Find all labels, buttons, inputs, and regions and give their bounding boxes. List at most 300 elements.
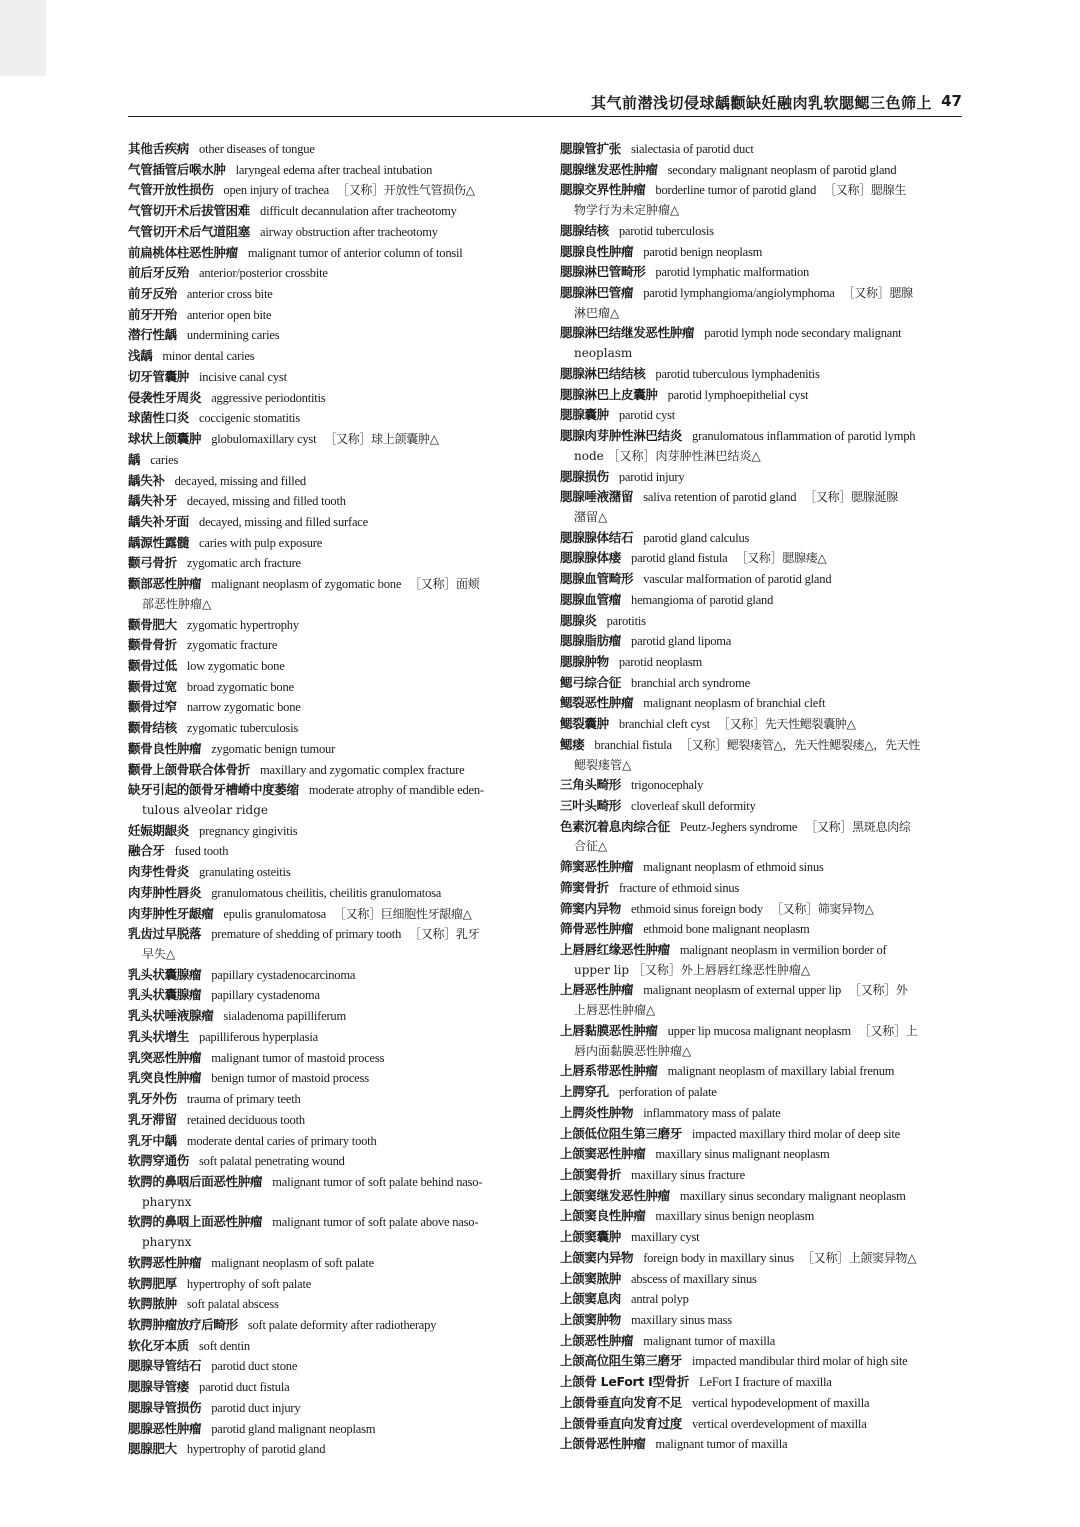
entry-english: malignant neoplasm in vermilion border of	[679, 943, 887, 958]
entry-english: maxillary sinus malignant neoplasm	[655, 1147, 830, 1162]
glossary-entry	[560, 817, 964, 838]
entry-english: maxillary cyst	[631, 1230, 700, 1245]
entry-english: parotitis	[606, 613, 646, 628]
entry-term: 上颌骨 LeFort Ⅰ型骨折	[560, 1374, 690, 1390]
glossary-entry	[128, 1089, 534, 1110]
entry-continuation: 潴留△	[574, 509, 608, 524]
entry-english: minor dental caries	[162, 349, 255, 364]
glossary-entry	[128, 718, 534, 739]
entry-english: malignant neoplasm of ethmoid sinus	[643, 860, 824, 875]
entry-term: 乳牙外伤	[128, 1091, 177, 1107]
glossary-entry	[560, 364, 964, 385]
entry-english: open injury of trachea	[223, 183, 330, 198]
entry-english: parotid neoplasm	[618, 654, 703, 669]
entry-term: 腮腺恶性肿瘤	[128, 1420, 202, 1436]
entry-english: benign tumor of mastoid process	[211, 1071, 369, 1086]
entry-term: 腮腺继发恶性肿瘤	[560, 161, 658, 177]
glossary-entry	[128, 1419, 534, 1440]
entry-term: 乳突恶性肿瘤	[128, 1049, 202, 1065]
entry-english: branchial fistula	[594, 737, 672, 752]
glossary-entry	[128, 1253, 534, 1274]
entry-term: 鳃裂恶性肿瘤	[560, 695, 634, 711]
glossary-entry	[128, 471, 534, 492]
entry-english: parotid lymphatic malformation	[655, 265, 810, 280]
entry-english: upper lip mucosa malignant neoplasm	[667, 1023, 851, 1038]
entry-english: sialectasia of parotid duct	[631, 142, 754, 156]
entry-alias: ［又称］外	[849, 983, 908, 998]
page-number: 47	[941, 92, 962, 110]
entry-alias: ［又称］上	[858, 1023, 918, 1038]
entry-term: 乳头状囊腺瘤	[128, 966, 202, 982]
entry-term: 颧骨过窄	[128, 699, 177, 715]
entry-english: malignant neoplasm of soft palate	[211, 1255, 375, 1270]
entry-english: narrow zygomatic bone	[186, 700, 301, 715]
entry-english: pregnancy gingivitis	[199, 823, 298, 838]
entry-alias: ［又称］巨细胞性牙龈瘤△	[333, 906, 472, 921]
entry-english: ethmoid bone malignant neoplasm	[643, 922, 810, 937]
entry-term: 浅龋	[128, 348, 153, 364]
entry-term: 上唇唇红缘恶性肿瘤	[560, 942, 670, 958]
entry-english: zygomatic benign tumour	[211, 741, 336, 756]
glossary-entry	[128, 1274, 534, 1295]
entry-term: 腮腺淋巴结继发恶性肿瘤	[560, 325, 695, 341]
entry-english: antral polyp	[631, 1292, 689, 1307]
entry-english: maxillary sinus mass	[631, 1312, 732, 1327]
glossary-entry	[560, 775, 964, 796]
entry-english: parotid tuberculosis	[618, 223, 714, 238]
glossary-entry	[560, 1124, 964, 1145]
entry-term: 乳齿过早脱落	[128, 926, 202, 942]
entry-term: 肉芽肿性牙龈瘤	[128, 905, 214, 921]
glossary-entry	[128, 491, 534, 512]
entry-english: parotid gland malignant neoplasm	[211, 1421, 376, 1436]
glossary-entry	[128, 677, 534, 698]
glossary-entry	[128, 263, 534, 284]
glossary-entry	[128, 697, 534, 718]
glossary-entry	[128, 429, 534, 450]
glossary-entry	[560, 631, 964, 652]
entry-english: secondary malignant neoplasm of parotid gland	[667, 162, 897, 177]
entry-term: 软腭的鼻咽上面恶性肿瘤	[128, 1214, 263, 1230]
glossary-entry	[128, 1110, 534, 1131]
entry-continuation: 物学行为未定肿瘤△	[574, 203, 680, 218]
glossary-entry	[560, 1310, 964, 1331]
entry-term: 前牙反殆	[128, 286, 177, 302]
entry-english: malignant neoplasm of zygomatic bone	[211, 577, 402, 592]
entry-english: epulis granulomatosa	[223, 906, 326, 921]
entry-term: 软化牙本质	[128, 1337, 190, 1353]
entry-term: 前后牙反殆	[128, 265, 190, 281]
entry-term: 上颌恶性肿瘤	[560, 1332, 634, 1348]
entry-term: 腮腺导管瘘	[128, 1379, 190, 1395]
glossary-entry	[560, 857, 964, 878]
entry-english: parotid duct stone	[211, 1359, 298, 1374]
glossary-entry	[560, 1289, 964, 1310]
glossary-entry	[560, 1331, 964, 1352]
glossary-entry	[128, 222, 534, 243]
entry-english: impacted mandibular third molar of high site	[692, 1354, 908, 1369]
glossary-entry	[560, 1393, 964, 1414]
entry-term: 龋	[128, 451, 141, 467]
entry-term: 上颌窦恶性肿瘤	[560, 1146, 646, 1162]
entry-term: 上唇系带恶性肿瘤	[560, 1063, 658, 1079]
entry-english: airway obstruction after tracheotomy	[260, 224, 438, 239]
glossary-entry	[560, 160, 964, 181]
entry-term: 气管开放性损伤	[128, 182, 214, 198]
glossary-entry	[128, 780, 534, 801]
entry-term: 颧部恶性肿瘤	[128, 576, 202, 592]
entry-english: premature of shedding of primary tooth	[211, 927, 402, 942]
entry-term: 软腭的鼻咽后面恶性肿瘤	[128, 1173, 263, 1189]
entry-alias: ［又称］先天性鳃裂囊肿△	[717, 717, 856, 732]
entry-term: 乳牙滞留	[128, 1111, 177, 1127]
entry-english: branchial cleft cyst	[618, 717, 710, 732]
entry-english: parotid gland calculus	[643, 530, 750, 545]
glossary-entry	[560, 919, 964, 940]
entry-english: anterior open bite	[186, 307, 272, 322]
glossary-entry	[560, 1227, 964, 1248]
entry-english: moderate atrophy of mandible eden-	[308, 783, 484, 798]
glossary-entry	[560, 735, 964, 756]
entry-english: papilliferous hyperplasia	[199, 1029, 318, 1044]
entry-term: 气管切开术后拔管困难	[128, 203, 251, 219]
glossary-entry	[128, 1006, 534, 1027]
entry-term: 颧骨过宽	[128, 678, 177, 694]
entry-term: 上颌窦继发恶性肿瘤	[560, 1187, 670, 1203]
entry-term: 腮腺导管结石	[128, 1358, 202, 1374]
entry-english: parotid injury	[618, 469, 685, 484]
glossary-entry	[560, 693, 964, 714]
entry-english: coccigenic stomatitis	[199, 411, 300, 426]
entry-term: 侵袭性牙周炎	[128, 389, 202, 405]
entry-term: 上颌骨垂直向发育过度	[560, 1415, 683, 1431]
entry-english: trauma of primary teeth	[186, 1092, 301, 1107]
glossary-entry	[128, 160, 534, 181]
glossary-entry	[560, 1372, 964, 1393]
entry-english: maxillary and zygomatic complex fracture	[260, 762, 465, 777]
entry-english: soft palatal abscess	[186, 1297, 279, 1312]
entry-english: cloverleaf skull deformity	[631, 799, 756, 813]
entry-term: 上颌窦内异物	[560, 1249, 634, 1265]
entry-term: 颧骨上颌骨联合体骨折	[128, 761, 251, 777]
glossary-entry	[128, 450, 534, 471]
right-column	[560, 139, 964, 1455]
glossary-entry	[128, 512, 534, 533]
entry-english: zygomatic arch fracture	[186, 556, 301, 571]
entry-term: 乳头状唾液腺瘤	[128, 1008, 214, 1024]
entry-continuation: 上唇恶性肿瘤△	[574, 1003, 656, 1018]
glossary-entry	[128, 1336, 534, 1357]
entry-continuation: upper lip ［又称］外上唇唇红缘恶性肿瘤△	[574, 962, 811, 977]
entry-term: 筛骨恶性肿瘤	[560, 921, 634, 937]
entry-english: inflammatory mass of palate	[643, 1105, 781, 1120]
entry-english: trigonocephaly	[631, 778, 704, 793]
entry-continuation: 鳃裂瘘管△	[574, 757, 632, 772]
glossary-entry	[128, 760, 534, 781]
glossary-entry	[128, 656, 534, 677]
entry-term: 上颌骨恶性肿瘤	[560, 1436, 646, 1452]
entry-term: 上颌窦脓肿	[560, 1270, 622, 1286]
glossary-entry	[128, 201, 534, 222]
entry-english: parotid duct injury	[211, 1400, 301, 1415]
entry-term: 缺牙引起的颌骨牙槽嵴中度萎缩	[128, 782, 299, 798]
glossary-entry	[128, 346, 534, 367]
entry-term: 腮腺唾液潴留	[560, 489, 634, 505]
glossary-entry	[128, 739, 534, 760]
entry-english: papillary cystadenoma	[211, 988, 320, 1003]
glossary-entry	[560, 487, 964, 508]
entry-alias: ［又称］面颊	[409, 577, 480, 592]
entry-term: 软腭恶性肿瘤	[128, 1254, 202, 1270]
glossary-entry	[560, 221, 964, 242]
entry-term: 筛窦骨折	[560, 879, 609, 895]
glossary-entry	[560, 467, 964, 488]
glossary-entry	[560, 1103, 964, 1124]
entry-alias: ［又称］腮腺涎腺	[804, 490, 898, 505]
entry-english: granulating osteitis	[199, 865, 291, 880]
entry-english: hypertrophy of parotid gland	[186, 1442, 326, 1457]
entry-english: hypertrophy of soft palate	[186, 1276, 312, 1291]
entry-term: 切牙管囊肿	[128, 368, 190, 384]
entry-term: 颧骨良性肿瘤	[128, 740, 202, 756]
entry-term: 腮腺腺体瘘	[560, 550, 622, 566]
entry-alias: ［又称］黑斑息肉综	[805, 819, 911, 834]
entry-continuation: 部恶性肿瘤△	[142, 596, 212, 611]
entry-english: low zygomatic bone	[186, 658, 285, 673]
entry-english: papillary cystadenocarcinoma	[211, 967, 356, 982]
glossary-entry	[128, 1068, 534, 1089]
entry-english: hemangioma of parotid gland	[631, 592, 774, 607]
glossary-entry	[128, 615, 534, 636]
glossary-entry	[560, 1082, 964, 1103]
glossary-entry	[128, 325, 534, 346]
entry-term: 其他舌疾病	[128, 141, 190, 156]
entry-english: broad zygomatic bone	[186, 679, 294, 694]
entry-term: 筛窦恶性肿瘤	[560, 859, 634, 875]
glossary-entry	[128, 139, 534, 160]
entry-english: anterior cross bite	[186, 287, 273, 302]
entry-english: malignant tumor of mastoid process	[211, 1050, 385, 1065]
entry-term: 龋失补牙面	[128, 513, 190, 529]
glossary-entry	[560, 385, 964, 406]
entry-english: LeFort Ⅰ fracture of maxilla	[699, 1375, 832, 1390]
glossary-entry	[560, 611, 964, 632]
entry-term: 鳃瘘	[560, 736, 585, 752]
entry-english: retained deciduous tooth	[186, 1112, 305, 1127]
glossary-entry	[560, 548, 964, 569]
glossary-entry	[128, 924, 534, 945]
glossary-entry	[560, 652, 964, 673]
glossary-entry	[560, 980, 964, 1001]
entry-term: 龋源性露髓	[128, 534, 190, 550]
entry-english: anterior/posterior crossbite	[199, 266, 328, 281]
glossary-entry	[560, 899, 964, 920]
entry-english: fused tooth	[174, 844, 229, 859]
entry-term: 肉芽性骨炎	[128, 864, 190, 880]
entry-english: ethmoid sinus foreign body	[631, 901, 763, 916]
entry-term: 上颌窦骨折	[560, 1166, 622, 1182]
entry-english: decayed, missing and filled surface	[199, 514, 368, 529]
glossary-entry	[560, 405, 964, 426]
entry-alias: ［又称］开放性气管损伤△	[337, 183, 475, 198]
entry-term: 腮腺腺体结石	[560, 529, 634, 545]
entry-term: 前牙开殆	[128, 306, 177, 322]
entry-term: 上唇恶性肿瘤	[560, 982, 634, 998]
entry-english: decayed, missing and filled	[174, 473, 306, 488]
entry-english: foreign body in maxillary sinus	[643, 1250, 794, 1265]
glossary-entry	[128, 904, 534, 925]
glossary-entry	[128, 388, 534, 409]
entry-term: 球状上颌囊肿	[128, 431, 202, 447]
entry-term: 三角头畸形	[560, 777, 622, 793]
entry-english: granulomatous inflammation of parotid lymph	[692, 429, 916, 444]
entry-term: 筛窦内异物	[560, 900, 622, 916]
glossary-entry	[128, 1212, 534, 1233]
entry-term: 球菌性口炎	[128, 410, 190, 426]
entry-term: 鳃弓综合征	[560, 674, 622, 690]
entry-english: incisive canal cyst	[199, 369, 287, 384]
entry-english: parotid benign neoplasm	[643, 244, 763, 259]
entry-term: 气管插管后喉水肿	[128, 161, 226, 177]
entry-english: soft palatal penetrating wound	[199, 1154, 345, 1169]
entry-term: 前扁桃体柱恶性肿瘤	[128, 244, 238, 260]
entry-term: 腮腺淋巴上皮囊肿	[560, 386, 658, 402]
entry-english: vascular malformation of parotid gland	[643, 572, 832, 587]
glossary-entry	[560, 940, 964, 961]
left-column	[128, 139, 534, 1460]
glossary-entry	[128, 305, 534, 326]
glossary-entry	[128, 553, 534, 574]
entry-english: perforation of palate	[618, 1085, 717, 1100]
entry-english: vertical overdevelopment of maxilla	[692, 1416, 867, 1431]
glossary-entry	[128, 1439, 534, 1460]
glossary-entry	[128, 243, 534, 264]
glossary-entry	[560, 262, 964, 283]
entry-english: parotid lymphangioma/angiolymphoma	[643, 286, 835, 301]
entry-term: 上唇黏膜恶性肿瘤	[560, 1022, 658, 1038]
entry-term: 气管切开术后气道阻塞	[128, 223, 251, 239]
entry-term: 腮腺肉芽肿性淋巴结炎	[560, 428, 683, 444]
entry-english: parotid cyst	[618, 408, 676, 423]
entry-english: soft dentin	[199, 1338, 250, 1353]
entry-term: 腮腺良性肿瘤	[560, 243, 634, 259]
entry-english: decayed, missing and filled tooth	[186, 494, 346, 509]
entry-term: 乳突良性肿瘤	[128, 1070, 202, 1086]
entry-english: laryngeal edema after tracheal intubation	[235, 162, 433, 177]
entry-term: 妊娠期龈炎	[128, 822, 190, 838]
entry-term: 腮腺囊肿	[560, 407, 609, 423]
entry-term: 上腭穿孔	[560, 1084, 609, 1100]
entry-english: parotid lymphoepithelial cyst	[667, 387, 809, 402]
entry-term: 腮腺炎	[560, 612, 597, 628]
entry-term: 上腭炎性肿物	[560, 1104, 634, 1120]
entry-english: zygomatic tuberculosis	[186, 721, 299, 736]
glossary-entry	[560, 242, 964, 263]
entry-english: parotid lymph node secondary malignant	[704, 326, 902, 341]
entry-term: 上颌低位阻生第三磨牙	[560, 1125, 683, 1141]
entry-english: globulomaxillary cyst	[211, 432, 317, 447]
entry-english: borderline tumor of parotid gland	[655, 183, 817, 198]
glossary-entry	[560, 1269, 964, 1290]
page-header	[128, 92, 962, 117]
entry-english: parotid gland lipoma	[631, 634, 732, 649]
entry-term: 融合牙	[128, 843, 165, 859]
glossary-entry	[128, 408, 534, 429]
entry-alias: ［又称］腮腺	[842, 286, 913, 301]
glossary-entry	[560, 1351, 964, 1372]
glossary-entry	[560, 673, 964, 694]
entry-english: malignant neoplasm of external upper lip	[643, 983, 842, 998]
entry-term: 上颌窦良性肿瘤	[560, 1208, 646, 1224]
entry-english: maxillary sinus benign neoplasm	[655, 1209, 815, 1224]
entry-english: caries	[150, 452, 179, 467]
entry-english: saliva retention of parotid gland	[643, 490, 797, 505]
entry-alias: ［又称］鳃裂瘘管△，先天性鳃裂瘘△，先天性	[679, 737, 921, 752]
entry-english: malignant tumor of maxilla	[643, 1333, 776, 1348]
entry-term: 龋失补	[128, 472, 165, 488]
entry-alias: ［又称］乳牙	[409, 927, 480, 942]
entry-english: zygomatic fracture	[186, 638, 278, 653]
entry-term: 腮腺肥大	[128, 1441, 177, 1457]
entry-term: 上颌窦囊肿	[560, 1229, 622, 1245]
glossary-entry	[560, 323, 964, 344]
entry-continuation: 早失△	[142, 947, 176, 962]
entry-english: malignant tumor of anterior column of tonsil	[247, 245, 463, 260]
glossary-entry	[128, 883, 534, 904]
entry-alias: ［又称］球上颌囊肿△	[324, 432, 439, 447]
glossary-entry	[128, 1172, 534, 1193]
entry-term: 腮腺血管瘤	[560, 591, 622, 607]
entry-term: 腮腺损伤	[560, 468, 609, 484]
entry-english: undermining caries	[186, 328, 280, 343]
entry-english: vertical hypodevelopment of maxilla	[692, 1395, 870, 1410]
entry-alias: ［又称］腮腺瘘△	[735, 551, 827, 566]
entry-english: parotid gland fistula	[631, 551, 728, 566]
glossary-entry	[560, 1434, 964, 1455]
glossary-entry	[128, 1151, 534, 1172]
entry-english: Peutz-Jeghers syndrome	[679, 819, 798, 834]
entry-term: 乳头状囊腺瘤	[128, 987, 202, 1003]
glossary-entry	[128, 284, 534, 305]
entry-term: 腮腺导管损伤	[128, 1399, 202, 1415]
entry-continuation: 合征△	[574, 839, 608, 854]
entry-english: sialadenoma papilliferum	[223, 1009, 346, 1024]
glossary-entry	[560, 1206, 964, 1227]
entry-term: 软腭肿瘤放疗后畸形	[128, 1316, 238, 1332]
entry-english: abscess of maxillary sinus	[631, 1271, 757, 1286]
entry-english: aggressive periodontitis	[211, 390, 326, 405]
entry-term: 颧骨结核	[128, 720, 177, 736]
glossary-entry	[560, 528, 964, 549]
entry-term: 腮腺交界性肿瘤	[560, 182, 646, 198]
entry-continuation: pharynx	[142, 1194, 192, 1209]
entry-term: 腮腺血管畸形	[560, 571, 634, 587]
glossary-entry	[128, 1294, 534, 1315]
entry-term: 上颌高位阻生第三磨牙	[560, 1353, 683, 1369]
glossary-entry	[128, 1377, 534, 1398]
entry-english: granulomatous cheilitis, cheilitis granulomatosa	[211, 885, 442, 900]
entry-english: zygomatic hypertrophy	[186, 617, 299, 632]
entry-english: malignant tumor of maxilla	[655, 1437, 788, 1452]
glossary-entry	[128, 574, 534, 595]
entry-english: malignant neoplasm of branchial cleft	[643, 696, 826, 711]
entry-english: other diseases of tongue	[199, 142, 315, 156]
entry-term: 腮腺淋巴管瘤	[560, 285, 634, 301]
entry-alias: ［又称］腮腺生	[824, 183, 907, 198]
entry-english: impacted maxillary third molar of deep site	[692, 1126, 901, 1141]
entry-continuation: 唇内面黏膜恶性肿瘤△	[574, 1043, 692, 1058]
entry-term: 上颌窦息肉	[560, 1291, 622, 1307]
